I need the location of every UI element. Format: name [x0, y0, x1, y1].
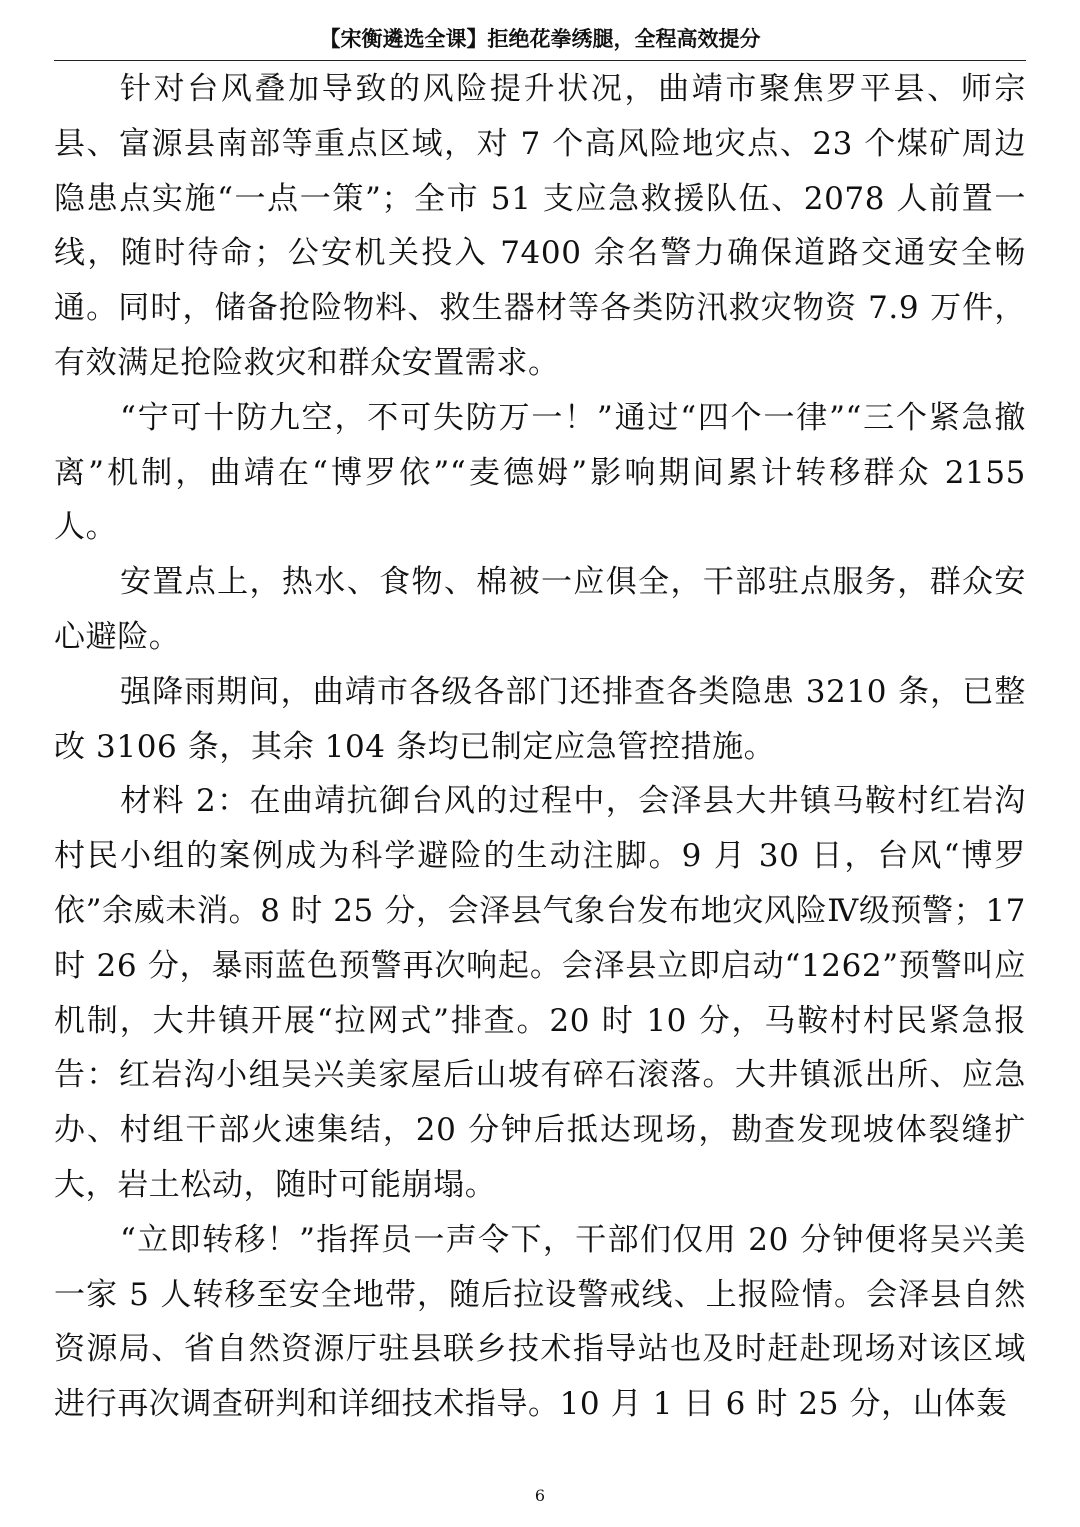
header-divider	[54, 60, 1026, 61]
page-header: 【宋衡遴选全课】拒绝花拳绣腿，全程高效提分	[319, 27, 761, 51]
paragraph-shelter: 安置点上，热水、食物、棉被一应俱全，干部驻点服务，群众安心避险。	[54, 564, 1026, 655]
paragraph-evacuation: “宁可十防九空，不可失防万一！”通过“四个一律”“三个紧急撤离”机制，曲靖在“博罗依”“麦德姆”影响期间累计转移群众 2155 人。	[54, 399, 1026, 546]
paragraph-typhoon-risk: 针对台风叠加导致的风险提升状况，曲靖市聚焦罗平县、师宗县、富源县南部等重点区域，对 7 个高风险地灾点、23 个煤矿周边隐患点实施“一点一策”；全市 51 支应急救援队伍、2078 人前置一线，随时待命；公安机关投入 7400 余名警力确保道路交通安全畅通。同时，储备抢险物料、救生器材等各类防汛救灾物资 7.9 万件，有效满足抢险救灾和群众安置需求。	[54, 71, 1026, 381]
paragraph-transfer: “立即转移！”指挥员一声令下，干部们仅用 20 分钟便将吴兴美一家 5 人转移至安全地带，随后拉设警戒线、上报险情。会泽县自然资源局、省自然资源厅驻县联乡技术指导站也及时赶赴现场对该区域进行再次调查研判和详细技术指导。10 月 1 日 6 时 25 分，山体轰	[54, 1221, 1026, 1423]
paragraph-hazard-check: 强降雨期间，曲靖市各级各部门还排查各类隐患 3210 条，已整改 3106 条，其余 104 条均已制定应急管控措施。	[54, 673, 1026, 765]
paragraph-material-2: 材料 2：在曲靖抗御台风的过程中，会泽县大井镇马鞍村红岩沟村民小组的案例成为科学避险的生动注脚。9 月 30 日，台风“博罗依”余威未消。8 时 25 分，会泽县气象台发布地灾风险Ⅳ级预警；17 时 26 分，暴雨蓝色预警再次响起。会泽县立即启动“1262”预警叫应机制，大井镇开展“拉网式”排查。20 时 10 分，马鞍村村民紧急报告：红岩沟小组吴兴美家屋后山坡有碎石滚落。大井镇派出所、应急办、村组干部火速集结，20 分钟后抵达现场，勘查发现坡体裂缝扩大，岩土松动，随时可能崩塌。	[54, 783, 1026, 1203]
body-text	[54, 62, 1026, 1432]
page-number: 6	[534, 1486, 546, 1505]
